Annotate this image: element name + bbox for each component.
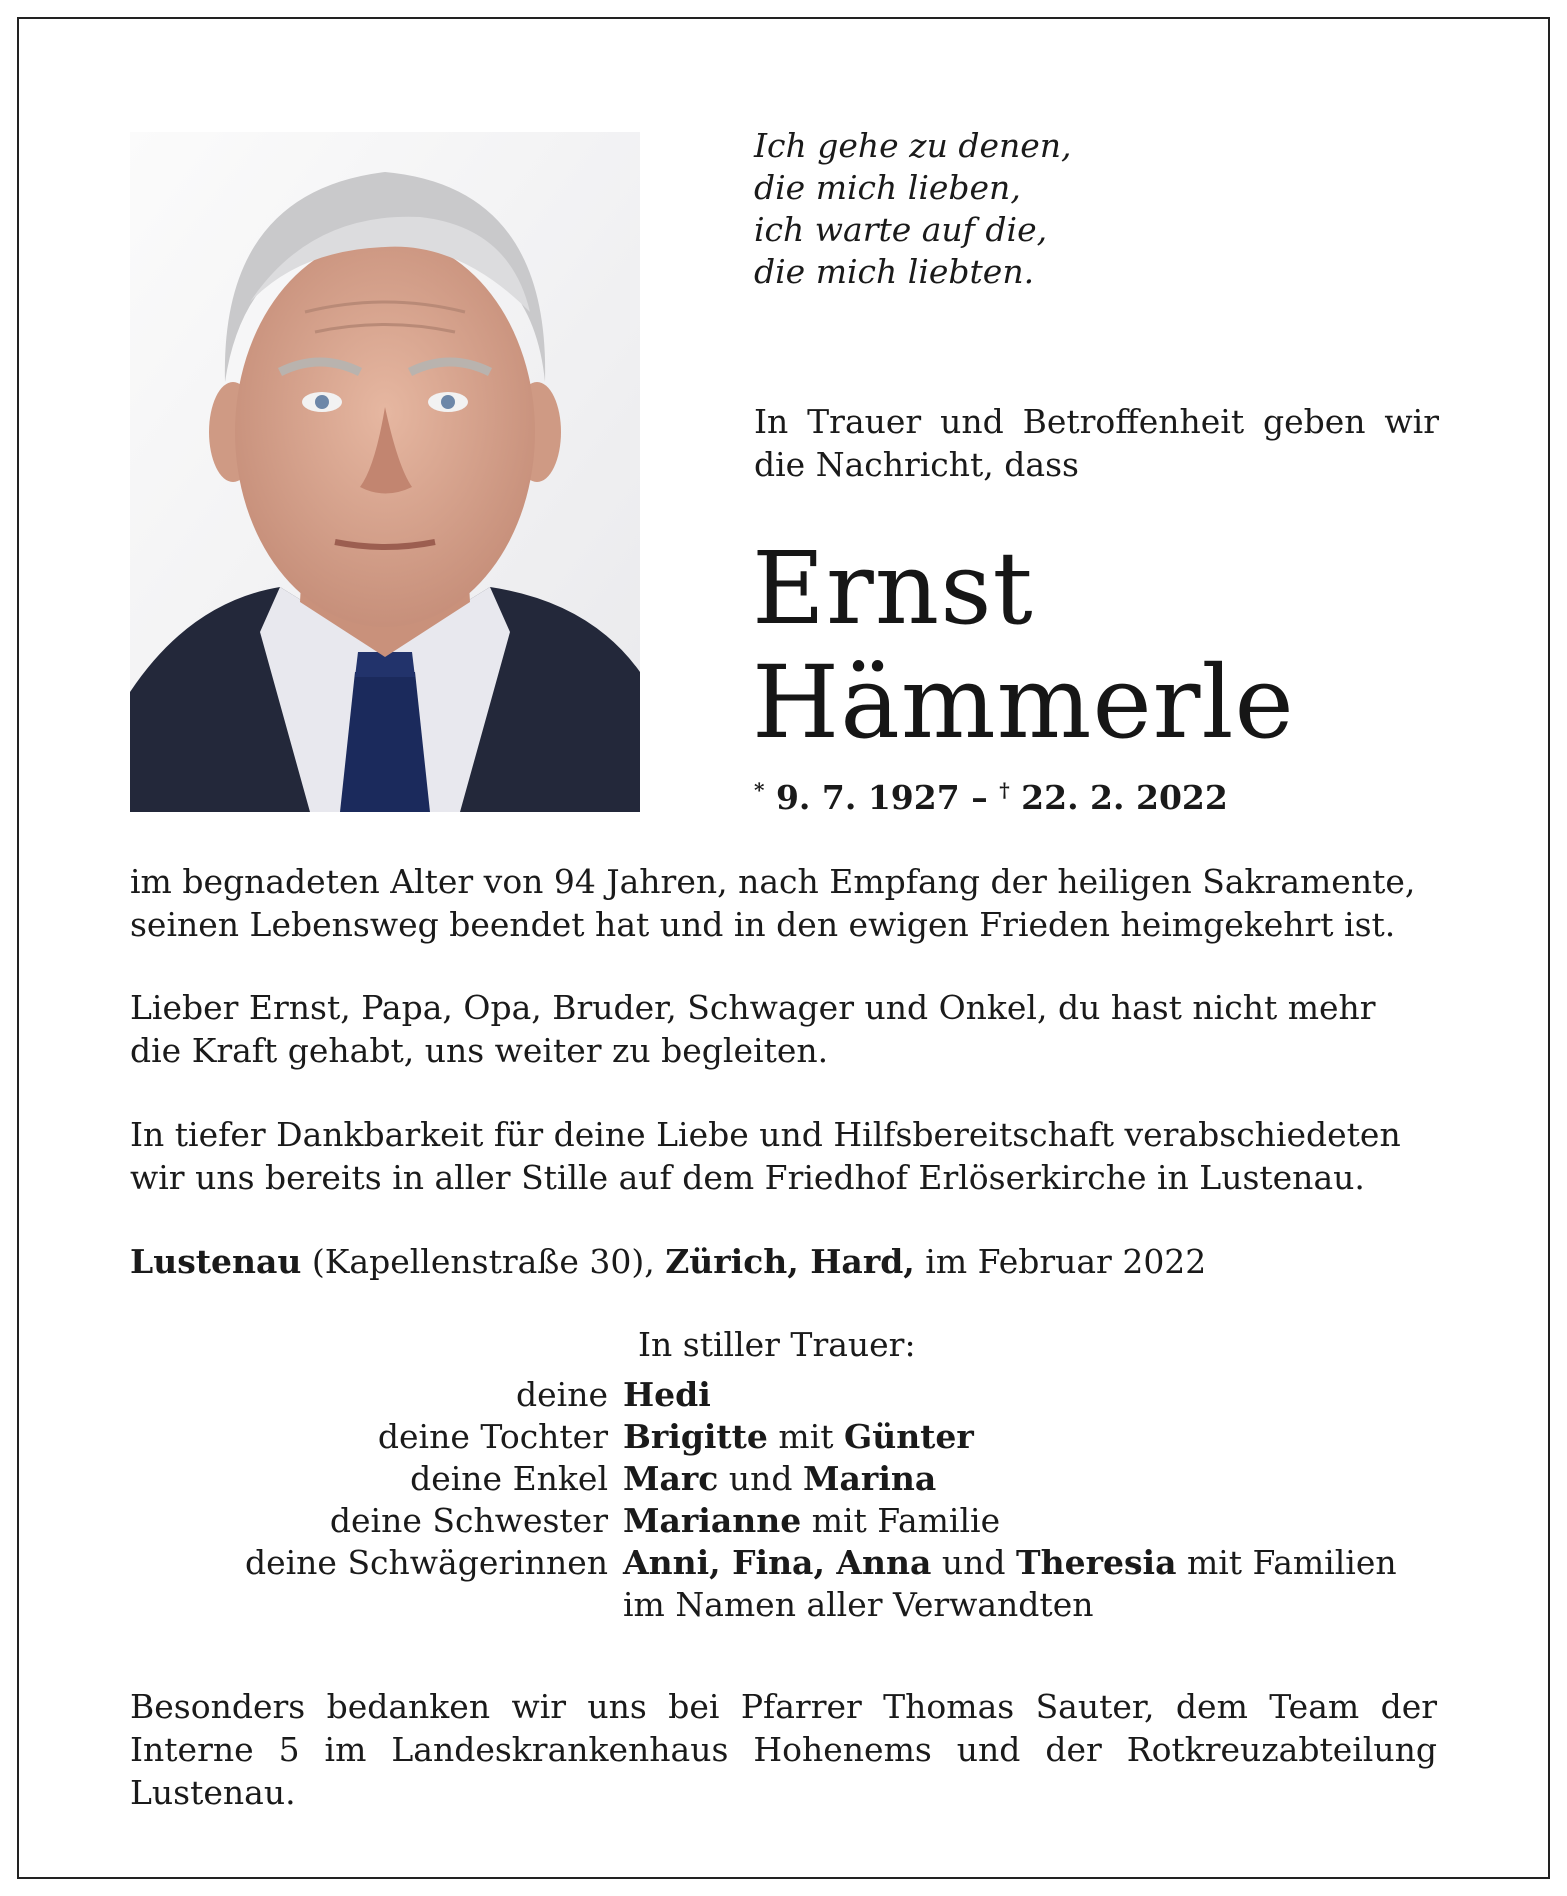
intro-text: In Trauer und Betroffenheit geben wir die Nachricht, dass — [754, 402, 1439, 484]
quote-line: die mich liebten. — [754, 252, 1035, 291]
death-date: 22. 2. 2022 — [1021, 778, 1228, 817]
mourners-title: In stiller Trauer: — [638, 1325, 916, 1364]
date-separator: – — [959, 778, 1000, 817]
mourner-name: Theresia — [1016, 1543, 1177, 1582]
birth-date: 9. 7. 1927 — [775, 778, 960, 817]
mourner-text: und — [931, 1543, 1017, 1582]
mourner-relation: deine Schwägerinnen — [244, 1543, 608, 1582]
mourner-names — [623, 1542, 1397, 1584]
mourner-names — [623, 1416, 974, 1458]
epitaph-quote — [754, 125, 1454, 293]
mourner-relation — [130, 1584, 623, 1626]
place-city-2: Zürich, Hard, — [665, 1242, 915, 1281]
mourner-name: Marc — [623, 1459, 719, 1498]
mourner-relation: deine Enkel — [410, 1459, 608, 1498]
mourner-row — [130, 1374, 1450, 1416]
mourner-text: im Namen aller Verwandten — [623, 1585, 1094, 1624]
mourner-row — [130, 1416, 1450, 1458]
portrait-photo — [130, 132, 640, 812]
mourner-names — [623, 1458, 936, 1500]
quote-line: ich warte auf die, — [754, 210, 1048, 249]
mourner-text: und — [718, 1459, 804, 1498]
quote-line: die mich lieben, — [754, 168, 1021, 207]
mourner-name: Hedi — [623, 1375, 711, 1414]
mourner-relation: deine Schwester — [329, 1501, 608, 1540]
mourner-row — [130, 1584, 1450, 1626]
mourner-text: mit — [767, 1417, 845, 1456]
paragraph-farewell: Lieber Ernst, Papa, Opa, Bruder, Schwager und Onkel, du hast nicht mehr die Kraft gehabt, uns weiter zu begleiten. — [130, 988, 1376, 1070]
mourner-names — [623, 1584, 1093, 1626]
place-address: (Kapellenstraße 30), — [301, 1242, 666, 1281]
last-name: Hämmerle — [752, 644, 1295, 761]
mourner-name: Günter — [844, 1417, 974, 1456]
first-name: Ernst — [752, 530, 1034, 647]
quote-line: Ich gehe zu denen, — [754, 126, 1072, 165]
paragraph-burial: In tiefer Dankbarkeit für deine Liebe und Hilfsbereitschaft verabschiedeten wir uns bereits in aller Stille auf dem Friedhof Erlöserkirche in Lustenau. — [130, 1115, 1401, 1197]
mourner-row — [130, 1542, 1450, 1584]
mourner-text: mit Familie — [801, 1501, 1001, 1540]
mourner-name: Marina — [803, 1459, 937, 1498]
mourner-relation: deine — [516, 1375, 608, 1414]
place-date: im Februar 2022 — [914, 1242, 1207, 1281]
mourner-names — [623, 1374, 711, 1416]
place-and-date — [130, 1240, 1437, 1283]
deceased-name — [752, 532, 1512, 760]
mourner-text: mit Familien — [1176, 1543, 1397, 1582]
mourner-row — [130, 1458, 1450, 1500]
mourner-name: Marianne — [623, 1501, 802, 1540]
mourner-name: Anni, Fina, Anna — [623, 1543, 932, 1582]
mourner-names — [623, 1500, 1000, 1542]
place-city-1: Lustenau — [130, 1242, 302, 1281]
paragraph-thanks: Besonders bedanken wir uns bei Pfarrer Thomas Sauter, dem Team der Interne 5 im Landeskrankenhaus Hohenems und der Rotkreuzabteilung Lustenau. — [130, 1687, 1437, 1812]
mourner-name: Brigitte — [623, 1417, 768, 1456]
death-symbol: † — [999, 778, 1010, 802]
mourners-list — [130, 1374, 1450, 1626]
life-dates — [754, 778, 1354, 817]
birth-symbol: * — [754, 778, 765, 802]
paragraph-age: im begnadeten Alter von 94 Jahren, nach Empfang der heiligen Sakramente, seinen Lebensweg beendet hat und in den ewigen Frieden heimgekehrt ist. — [130, 862, 1416, 944]
mourner-row — [130, 1500, 1450, 1542]
mourner-relation: deine Tochter — [377, 1417, 608, 1456]
